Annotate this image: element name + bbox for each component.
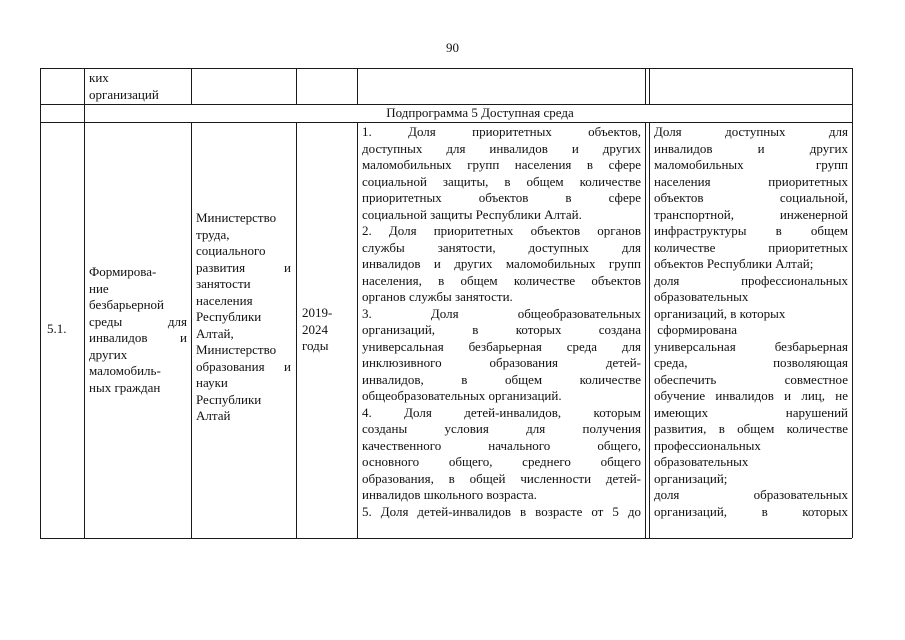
result-line: количестве приоритетных	[654, 239, 848, 255]
indicator-line: инклюзивного образования детей-	[362, 355, 641, 370]
result-line: сформирована	[654, 322, 738, 337]
indicator-line: социальной защиты Республики Алтай.	[362, 206, 582, 222]
result-line: организаций, в которых	[654, 305, 786, 321]
row-name-line: инвалидов и	[89, 330, 187, 345]
row-border-5b	[649, 122, 650, 538]
result-line: населения приоритетных	[654, 173, 848, 189]
result-line: универсальная безбарьерная	[654, 338, 848, 354]
indicator-line: инвалидов, в общем количестве	[362, 371, 641, 387]
row-executor-line: социального	[196, 243, 266, 258]
result-line: образовательных	[654, 289, 749, 304]
col-border-6	[852, 68, 853, 104]
indicator-line: органов службы занятости.	[362, 289, 513, 304]
result-line: организаций, в которых	[654, 503, 848, 519]
row-indicators-cell	[362, 124, 641, 520]
indicator-line: 4. Доля детей-инвалидов, которым	[362, 404, 641, 420]
row-name-line: безбарьерной	[89, 297, 165, 312]
row-period-line: годы	[302, 338, 329, 353]
table-top-border	[40, 68, 852, 69]
row-name-line: ние	[89, 280, 109, 296]
result-line: Доля доступных для	[654, 124, 848, 139]
result-line: обеспечить совместное	[654, 371, 848, 387]
indicator-line: 2. Доля приоритетных объектов органов	[362, 223, 641, 238]
row-period-line: 2019-	[302, 305, 333, 320]
indicator-line: качественного начального общего,	[362, 437, 641, 453]
row-name-line: Формирова-	[89, 264, 157, 279]
indicator-line: 5. Доля детей-инвалидов в возрасте от 5 до	[362, 503, 641, 519]
row-border-0	[40, 122, 41, 538]
result-line: объектов социальной,	[654, 190, 848, 205]
result-line: среда, позволяющая	[654, 355, 848, 370]
row-executor-line: развития и	[196, 259, 291, 275]
table-bottom-border	[40, 538, 852, 539]
indicator-line: маломобильных групп населения в сфере	[362, 157, 641, 172]
row-border-2	[191, 122, 192, 538]
row-executor-line: образования и	[196, 358, 291, 374]
row-border-3	[296, 122, 297, 538]
result-line: имеющих нарушений	[654, 404, 848, 420]
row-name-line: среды для	[89, 313, 187, 329]
indicator-line: общеобразовательных организаций.	[362, 388, 562, 403]
row-border-5a	[645, 122, 646, 538]
row-executor-line: Министерство	[196, 342, 277, 357]
col-border-5a	[645, 68, 646, 104]
indicator-line: созданы условия для получения	[362, 421, 641, 436]
result-line: доля образовательных	[654, 487, 848, 502]
col-border-0	[40, 68, 41, 104]
result-line: доля профессиональных	[654, 272, 848, 288]
row-name-line: ных граждан	[89, 379, 161, 395]
result-line: образовательных	[654, 454, 749, 469]
indicator-line: инвалидов школьного возраста.	[362, 487, 537, 502]
row-executor-line: Республики	[196, 391, 262, 407]
row-number: 5.1.	[47, 321, 67, 336]
row-executor-line: Алтай,	[196, 325, 234, 341]
row-executor-line: Алтай	[196, 408, 231, 423]
result-line: развития, в общем количестве	[654, 421, 848, 436]
indicator-line: инвалидов и других маломобильных групп	[362, 256, 641, 271]
top-row-name-line: ких	[89, 70, 109, 85]
row-border-1	[84, 122, 85, 538]
result-line: профессиональных	[654, 437, 761, 453]
indicator-line: доступных для инвалидов и других	[362, 140, 641, 156]
result-line: инвалидов и других	[654, 140, 848, 156]
row-executor-line: труда,	[196, 226, 230, 242]
result-line: обучение инвалидов и лиц, не	[654, 388, 848, 403]
subprogram-border-right	[852, 104, 853, 122]
indicator-line: приоритетных объектов в сфере	[362, 190, 641, 205]
row-results-cell	[654, 124, 848, 520]
row-border-6	[852, 122, 853, 538]
page-number: 90	[446, 40, 459, 55]
result-line: транспортной, инженерной	[654, 206, 848, 222]
indicator-line: 1. Доля приоритетных объектов,	[362, 124, 641, 139]
subprogram-border-number	[84, 104, 85, 122]
row-name-cell	[89, 264, 187, 396]
top-row-name-cell	[89, 70, 187, 103]
indicator-line: образования, в общей численности детей-	[362, 470, 641, 486]
row-executor-line: Министерство	[196, 210, 277, 225]
col-border-4	[357, 68, 358, 104]
row-executor-cell	[196, 210, 291, 425]
indicator-line: 3. Доля общеобразовательных	[362, 305, 641, 321]
subprogram-row-bottom-border	[40, 122, 852, 123]
col-border-3	[296, 68, 297, 104]
row-executor-line: науки	[196, 375, 228, 390]
result-line: организаций;	[654, 470, 728, 486]
indicator-line: социальной защиты, в общем количестве	[362, 173, 641, 189]
col-border-5b	[649, 68, 650, 104]
indicator-line: службы занятости, доступных для	[362, 239, 641, 255]
col-border-2	[191, 68, 192, 104]
indicator-line: организаций, в которых создана	[362, 322, 641, 337]
indicator-line: основного общего, среднего общего	[362, 454, 641, 469]
row-border-4	[357, 122, 358, 538]
row-period-line: 2024	[302, 321, 328, 337]
row-executor-line: Республики	[196, 309, 262, 324]
row-period-cell	[302, 305, 354, 355]
indicator-line: универсальная безбарьерная среда для	[362, 338, 641, 354]
subprogram-title: Подпрограмма 5 Доступная среда	[386, 105, 574, 120]
row-executor-line: занятости	[196, 276, 251, 291]
col-border-1	[84, 68, 85, 104]
result-line: инфраструктуры в общем	[654, 223, 848, 238]
result-line: объектов Республики Алтай;	[654, 256, 814, 271]
row-name-line: маломобиль-	[89, 363, 161, 378]
row-executor-line: населения	[196, 292, 253, 308]
indicator-line: населения, в общем количестве объектов	[362, 272, 641, 288]
result-line: маломобильных групп	[654, 157, 848, 172]
top-row-name-line: организаций	[89, 86, 159, 102]
row-name-line: других	[89, 346, 128, 362]
subprogram-border-left	[40, 104, 41, 122]
